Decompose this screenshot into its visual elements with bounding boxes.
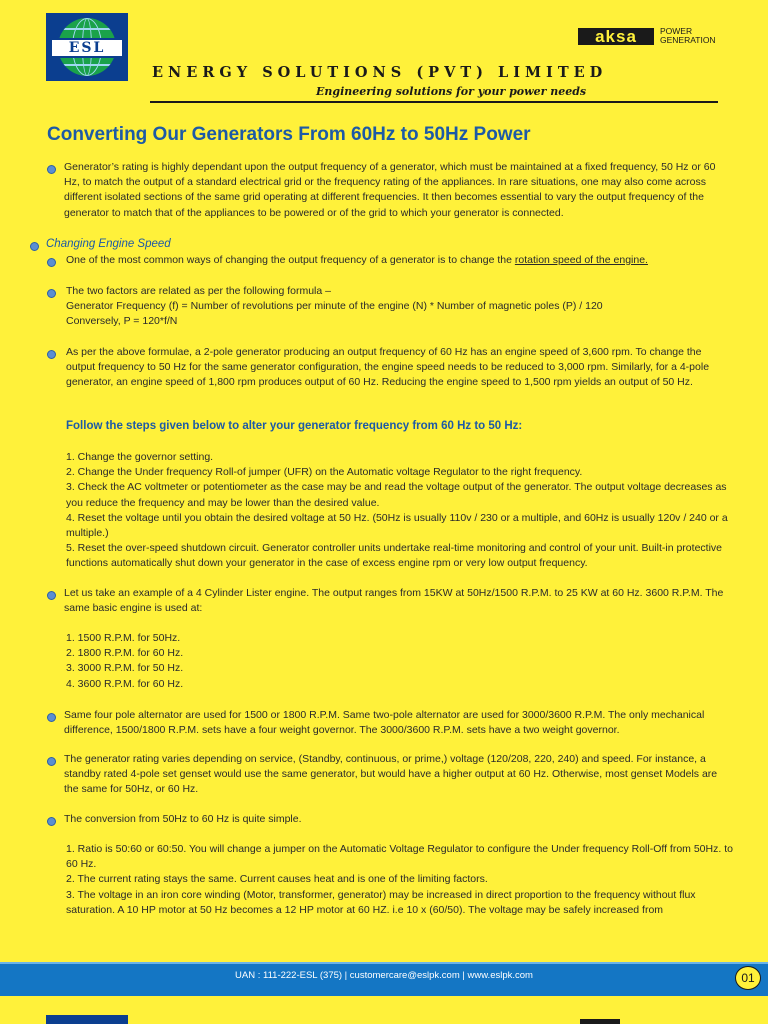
alternator-paragraph: Same four pole alternator are used for 1500 or 1800 R.P.M. Same two-pole alternator are used for 3000/3600 R.P.M. The only mechanical difference, 1500/1800 R.P.M. sets have a four weight governor. The 3000/3600 R.P.M. sets have a two weight governor. <box>64 709 705 737</box>
bullet-icon <box>47 289 56 298</box>
list-item: 5. Reset the over-speed shutdown circuit. Generator controller units undertake real-time monitoring and control of your unit. Built-in protective functions automatically shut down your generator in the case of excess engine rpm or very low output frequency. <box>66 542 722 570</box>
list-item: 1. 1500 R.P.M. for 50Hz. <box>66 632 181 644</box>
bullet-icon <box>47 165 56 174</box>
steps-heading: Follow the steps given below to alter your generator frequency from 60 Hz to 50 Hz: <box>66 420 523 432</box>
list-item: 4. 3600 R.P.M. for 60 Hz. <box>66 677 184 690</box>
engine-speed-paragraph: One of the most common ways of changing the output frequency of a generator is to change the rotation speed of the engine. <box>66 254 648 266</box>
list-item: 1. Ratio is 50:60 or 60:50. You will change a jumper on the Automatic Voltage Regulator to configure the Under frequency Roll-Off from 50Hz. to 60 Hz. <box>66 843 733 871</box>
steps-list <box>66 450 730 572</box>
esl-logo-partial <box>46 1015 128 1024</box>
bullet-icon <box>47 713 56 722</box>
footer-contact: UAN : 111-222-ESL (375) | customercare@eslpk.com | www.eslpk.com <box>235 970 533 981</box>
aksa-logo-partial <box>580 1019 620 1024</box>
conversion-list <box>66 842 734 918</box>
intro-paragraph: Generator’s rating is highly dependant upon the output frequency of a generator, which must be maintained at a fixed frequency, 50 Hz or 60 Hz, to match the output of a standard electrical grid or the frequency rating of the appliances. In rare situations, one may also come across different isolated sections of the same grid operating at different frequencies. It then becomes essential to vary the output frequency of the generator to match that of the appliances to be powered or of the grid to which your generator is connected. <box>64 161 716 219</box>
rating-paragraph: The generator rating varies depending on service, (Standby, continuous, or prime,) voltage (120/208, 220, 240) and speed. For instance, a standby rated 4-pole set genset would use the same generator, but would have a higher output at 60 Hz. Otherwise, most genset Models are the same for 50Hz, or 60 Hz. <box>64 753 718 796</box>
aksa-subtitle: POWER GENERATION <box>660 26 716 45</box>
bullet-icon <box>30 242 39 251</box>
bullet-icon <box>47 757 56 766</box>
list-item: 2. The current rating stays the same. Current causes heat and is one of the limiting factors. <box>66 873 488 886</box>
aksa-logo: aksa <box>578 28 654 45</box>
pole-example-paragraph: As per the above formulae, a 2-pole generator producing an output frequency of 60 Hz has an engine speed of 3,600 rpm. To change the output frequency to 50 Hz for the same generator configuration, the engine speed needs to be reduced to 3,000 rpm. Similarly, for a 4-pole generator, an engine speed of 1,800 rpm produces output of 60 Hz. Reducing the engine speed to 1,500 rpm yields an output of 50 Hz. <box>66 346 710 389</box>
list-item: 2. Change the Under frequency Roll-of jumper (UFR) on the Automatic voltage Regulator to the right frequency. <box>66 466 583 479</box>
page-title: Converting Our Generators From 60Hz to 50Hz Power <box>47 124 531 145</box>
bullet-icon <box>47 817 56 826</box>
conversion-intro: The conversion from 50Hz to 60 Hz is quite simple. <box>64 813 302 825</box>
list-item: 3. The voltage in an iron core winding (Motor, transformer, generator) may be increased in direct proportion to the frequency without flux saturation. A 10 HP motor at 50 Hz becomes a 12 HP motor at 60 HZ. i.e 10 x (60/50). The voltage may be safely increased from <box>66 888 696 916</box>
bullet-icon <box>47 258 56 267</box>
section-heading: Changing Engine Speed <box>46 238 171 250</box>
list-item: 3. Check the AC voltmeter or potentiometer as the case may be and read the voltage output of the generator. The output voltage decreases as you reduce the frequency and may be lower than the desired value. <box>66 481 727 509</box>
company-name: ENERGY SOLUTIONS (PVT) LIMITED <box>152 64 608 81</box>
esl-logo-text: ESL <box>52 38 122 58</box>
header-divider <box>150 101 718 103</box>
formula-paragraph: The two factors are related as per the following formula – Generator Frequency (f) = Number of revolutions per minute of the engine (N) * Number of magnetic poles (P) / 120 Conversely, P = 120*f/N <box>66 285 603 328</box>
lister-example-paragraph: Let us take an example of a 4 Cylinder Lister engine. The output ranges from 15KW at 50Hz/1500 R.P.M. to 25 KW at 60 Hz. 3600 R.P.M. The same basic engine is used at: <box>64 587 724 615</box>
tagline: Engineering solutions for your power needs <box>316 85 587 98</box>
rotation-speed-link: rotation speed of the engine. <box>514 254 648 266</box>
list-item: 4. Reset the voltage until you obtain the desired voltage at 50 Hz. (50Hz is usually 110v / 230 or a multiple, and 60Hz is usually 120v / 240 or a multiple.) <box>66 511 728 540</box>
list-item: 3. 3000 R.P.M. for 50 Hz. <box>66 662 184 675</box>
speeds-list <box>66 631 366 692</box>
bullet-icon <box>47 350 56 359</box>
list-item: 1. Change the governor setting. <box>66 451 214 463</box>
bullet-icon <box>47 591 56 600</box>
page-number: 01 <box>735 966 761 990</box>
list-item: 2. 1800 R.P.M. for 60 Hz. <box>66 647 184 660</box>
